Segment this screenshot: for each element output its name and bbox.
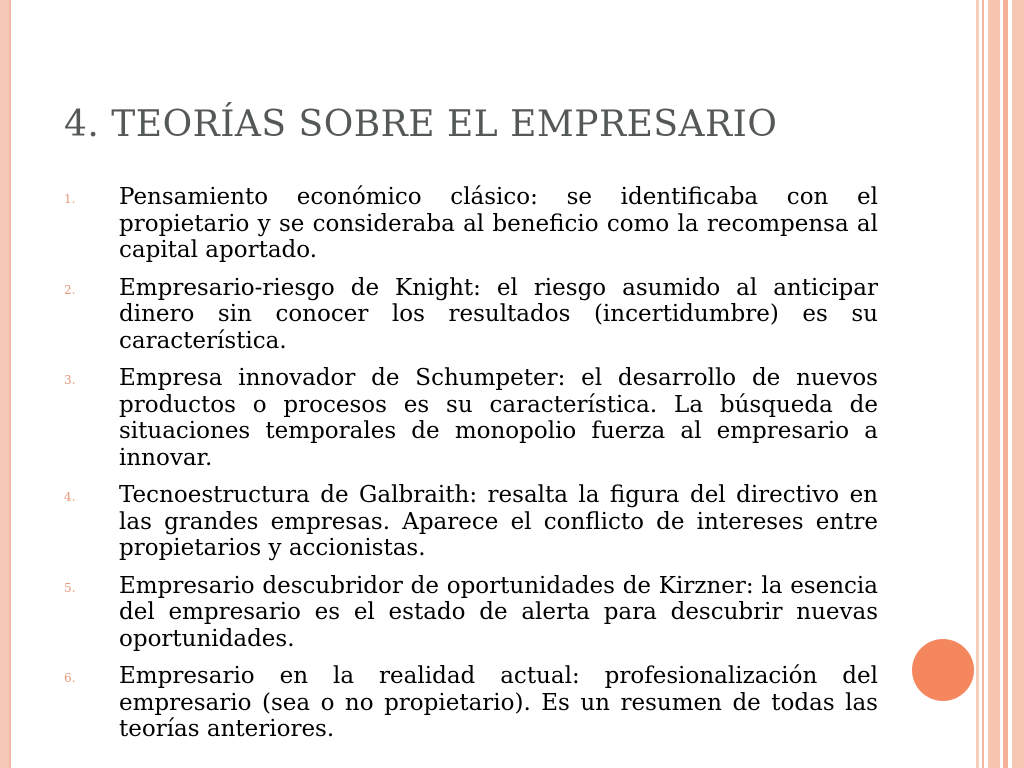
list-item-text: Tecnoestructura de Galbraith: resalta la figura del directivo en las grandes empresas. Aparece el conflicto de intereses entre propietarios y accionistas. [119, 482, 878, 561]
right-stripe [976, 0, 979, 768]
right-stripe [982, 0, 984, 768]
list-item-text: Empresario descubridor de oportunidades de Kirzner: la esencia del empresario es el estado de alerta para descubrir nuevas oportunidades. [119, 572, 878, 652]
slide-title: 4. TEORÍAS SOBRE EL EMPRESARIO [64, 104, 778, 145]
list-item [64, 663, 878, 743]
list-item-text: Empresa innovador de Schumpeter: el desarrollo de nuevos productos o procesos es su característica. La búsqueda de situaciones temporales de monopolio fuerza al empresario a innovar. [119, 365, 878, 471]
decorative-circle [912, 639, 974, 701]
list-item-number: 6. [64, 671, 76, 685]
list-item [64, 365, 878, 471]
list-item-number: 5. [64, 580, 76, 595]
list-item-number: 3. [64, 373, 76, 387]
right-stripe [1012, 0, 1024, 768]
list-item-text: Pensamiento económico clásico: se identificaba con el propietario y se consideraba al beneficio como la recompensa al capital aportado. [119, 184, 878, 263]
list-item [64, 275, 878, 355]
list-item-text: Empresario en la realidad actual: profesionalización del empresario (sea o no propietario). Es un resumen de todas las teorías anteriores. [119, 663, 878, 742]
list-item [64, 184, 878, 264]
list-item-text: Empresario-riesgo de Knight: el riesgo asumido al anticipar dinero sin conocer los resultados (incertidumbre) es su característica. [119, 274, 878, 354]
list-item [64, 573, 878, 653]
list-item-number: 2. [64, 282, 76, 297]
list-item-number: 4. [64, 490, 76, 504]
right-stripe [1003, 0, 1008, 768]
list-item [64, 482, 878, 562]
right-border-decoration [976, 0, 1024, 768]
list-item-number: 1. [64, 192, 76, 206]
right-stripe [988, 0, 1000, 768]
theory-list [64, 184, 878, 754]
left-border-decoration [0, 0, 9, 768]
